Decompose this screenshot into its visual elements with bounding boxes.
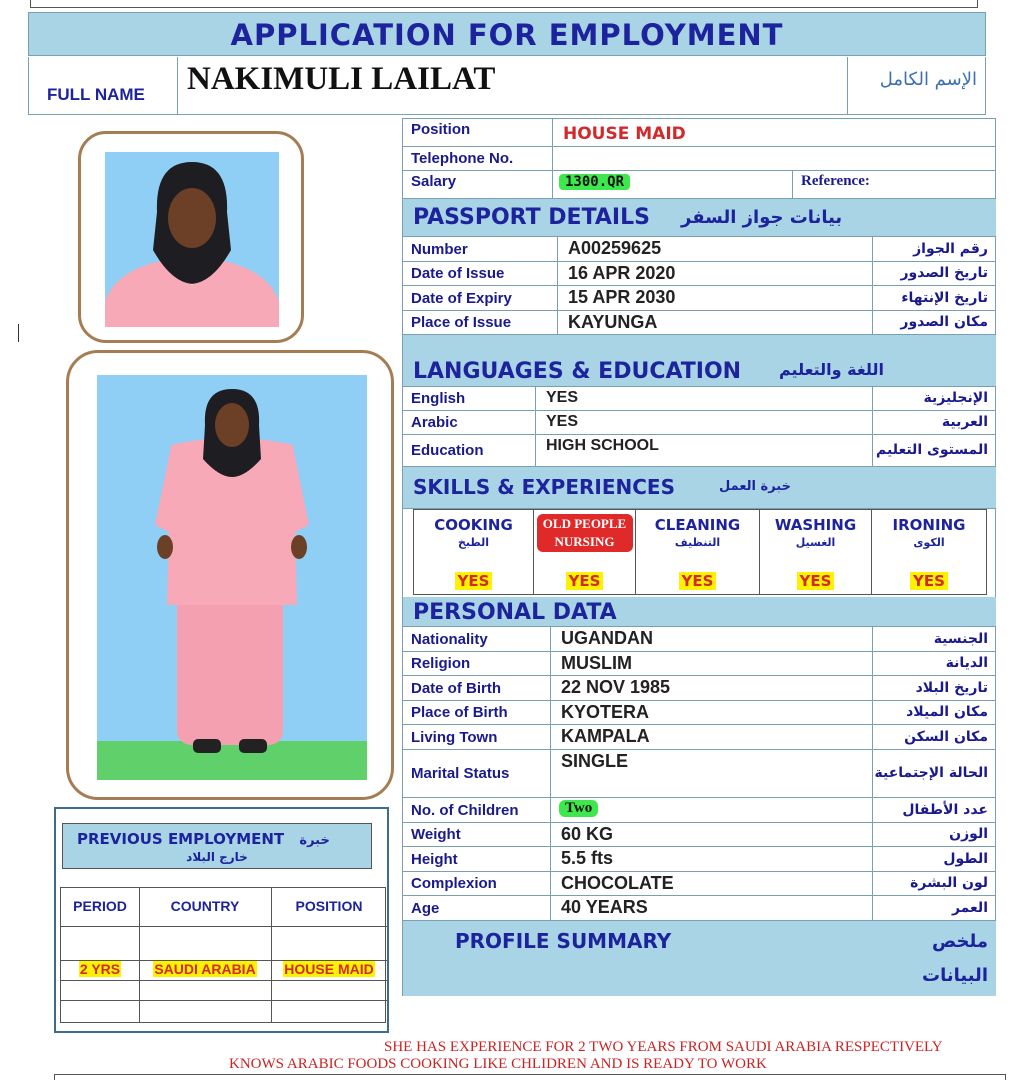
personal-label-ar: الجنسية (933, 630, 988, 647)
skill-cell (534, 510, 636, 594)
personal-label-ar: مكان السكن (904, 728, 988, 745)
skill-name-ar: الكوى (913, 536, 945, 549)
personal-label: Marital Status (411, 765, 510, 782)
page-title: APPLICATION FOR EMPLOYMENT (230, 18, 784, 52)
languages-row (403, 387, 996, 411)
bottom-border (54, 1074, 1006, 1080)
personal-value: 5.5 fts (561, 848, 614, 868)
passport-heading-ar: بيانات جواز السفر (681, 207, 843, 228)
portrait-headshot-image (105, 152, 279, 327)
employment-country: SAUDI ARABIA (154, 961, 256, 977)
profile-heading: PROFILE SUMMARY (455, 929, 672, 953)
full-name-label-ar: الإسم الكامل (879, 69, 977, 90)
skill-name: CLEANING (654, 516, 741, 534)
skills-heading: SKILLS & EXPERIENCES (413, 475, 675, 499)
skill-cell (872, 510, 986, 594)
position-label: Position (411, 121, 471, 138)
personal-heading: PERSONAL DATA (413, 600, 617, 625)
passport-value: 15 APR 2030 (568, 287, 676, 307)
personal-label-ar: الحالة الإجتماعية (874, 765, 988, 782)
reference-label: Reference: (801, 173, 870, 189)
position-value: HOUSE MAID (563, 124, 686, 144)
personal-row (403, 627, 996, 652)
profile-heading-ar-2: البيانات (922, 965, 988, 986)
passport-label: Date of Expiry (411, 289, 512, 307)
personal-row (403, 823, 996, 847)
employment-cell (61, 961, 139, 979)
skill-name: IRONING (892, 516, 966, 534)
passport-label-ar: مكان الصدور (900, 314, 988, 331)
personal-label-ar: العمر (951, 899, 988, 916)
personal-label-ar: تاريخ البلاد (915, 679, 988, 696)
personal-row (403, 725, 996, 750)
profile-summary-bar (403, 921, 996, 996)
languages-label-ar: الإنجليزية (923, 390, 988, 407)
passport-heading-bar (403, 199, 996, 237)
salary-value: 1300.QR (559, 174, 630, 190)
employment-column-header: POSITION (295, 898, 363, 914)
passport-photo-frame (78, 131, 304, 343)
employment-cell (139, 961, 271, 979)
personal-value: 60 KG (561, 824, 614, 844)
full-name-label: FULL NAME (47, 85, 145, 104)
passport-row (403, 237, 996, 262)
employment-column-header: COUNTRY (170, 898, 240, 914)
passport-value: KAYUNGA (568, 312, 658, 332)
skill-name: WASHING (774, 516, 857, 534)
personal-value: KYOTERA (561, 702, 650, 722)
personal-label-ar: عدد الأطفال (902, 801, 988, 818)
employment-position: HOUSE MAID (284, 961, 374, 977)
personal-row (403, 701, 996, 725)
languages-value: YES (546, 413, 579, 430)
personal-row (403, 896, 996, 921)
languages-row (403, 435, 996, 467)
personal-value: Two (559, 800, 598, 817)
personal-row (403, 872, 996, 896)
personal-value: CHOCOLATE (561, 873, 674, 893)
skill-cell (414, 510, 534, 594)
skills-heading-bar (403, 467, 996, 509)
passport-label: Number (411, 240, 468, 258)
passport-label-ar: تاريخ الصدور (900, 265, 988, 282)
full-name-row (28, 57, 986, 115)
skill-name-ar: الغسيل (795, 536, 836, 549)
personal-label: Nationality (411, 630, 488, 648)
skill-cell (636, 510, 760, 594)
passport-label: Place of Issue (411, 314, 512, 331)
personal-label: No. of Children (411, 801, 519, 819)
skill-cell (760, 510, 872, 594)
languages-value: HIGH SCHOOL (546, 437, 659, 454)
personal-value: MUSLIM (561, 653, 632, 673)
passport-label: Date of Issue (411, 265, 505, 282)
previous-employment-box (54, 807, 389, 1033)
passport-value: A00259625 (568, 238, 662, 258)
skills-heading-ar: خبرة العمل (719, 479, 791, 494)
personal-heading-bar (403, 597, 996, 627)
skill-name-ar: التنظيف (674, 536, 721, 549)
skill-value: YES (910, 572, 948, 590)
previous-employment-heading-bar (62, 823, 372, 869)
passport-label-ar: تاريخ الإنتهاء (901, 289, 988, 306)
previous-employment-title-ar-1: خبرة (299, 833, 330, 848)
full-body-photo-frame (66, 350, 394, 800)
full-body-photo (97, 375, 367, 780)
languages-heading: LANGUAGES & EDUCATION (413, 359, 742, 384)
skill-value: YES (455, 572, 493, 590)
languages-row (403, 411, 996, 435)
full-name-value: NAKIMULI LAILAT (187, 61, 496, 97)
passport-row (403, 286, 996, 311)
salary-label: Salary (411, 173, 457, 190)
personal-label: Complexion (411, 875, 497, 892)
personal-label: Date of Birth (411, 679, 501, 697)
personal-row (403, 676, 996, 701)
personal-label-ar: مكان الميلاد (906, 704, 988, 721)
telephone-value (553, 147, 996, 150)
text-cursor (18, 324, 19, 342)
full-body-image (97, 375, 367, 780)
skill-name-ar: الطبخ (457, 536, 490, 549)
languages-value: YES (546, 389, 579, 406)
summary-line-2: KNOWS ARABIC FOODS COOKING LIKE CHLIDREN AND IS READY TO WORK (229, 1056, 767, 1072)
skill-value: YES (566, 572, 604, 590)
personal-row (403, 652, 996, 676)
personal-row (403, 750, 996, 798)
passport-photo (105, 152, 279, 327)
personal-label: Height (411, 850, 458, 868)
passport-row (403, 262, 996, 286)
languages-label-ar: المستوى التعليم (876, 442, 988, 459)
languages-label: English (411, 390, 466, 407)
employment-column-header: PERIOD (73, 898, 127, 914)
previous-employment-heading (77, 830, 330, 848)
passport-row (403, 311, 996, 335)
profile-heading-ar-1: ملخص (931, 931, 988, 952)
title-bar (28, 12, 986, 56)
personal-row (403, 847, 996, 872)
personal-label-ar: الوزن (949, 826, 988, 843)
skill-name: COOKING (434, 516, 513, 534)
personal-label: Weight (411, 826, 461, 843)
passport-label-ar: رقم الجواز (913, 240, 988, 257)
personal-value: 40 YEARS (561, 897, 648, 917)
previous-employment-title-ar-2: خارج البلاد (186, 850, 248, 864)
personal-label-ar: لون البشرة (910, 875, 988, 892)
personal-value: UGANDAN (561, 628, 653, 648)
personal-label: Age (411, 899, 440, 917)
languages-label: Education (411, 442, 484, 459)
languages-heading-bar (403, 335, 996, 387)
personal-value: KAMPALA (561, 726, 650, 746)
personal-value: 22 NOV 1985 (561, 677, 671, 697)
details-table (402, 118, 996, 996)
previous-employment-title: PREVIOUS EMPLOYMENT (77, 830, 285, 848)
languages-label-ar: العربية (941, 414, 988, 431)
employment-period: 2 YRS (79, 961, 121, 977)
skills-grid (413, 509, 987, 595)
personal-label-ar: الديانة (945, 655, 988, 672)
languages-label: Arabic (411, 414, 458, 431)
telephone-label: Telephone No. (411, 150, 514, 167)
personal-label-ar: الطول (943, 850, 988, 867)
personal-label: Religion (411, 655, 471, 672)
skill-name: OLD PEOPLE NURSING (537, 514, 633, 552)
passport-value: 16 APR 2020 (568, 263, 676, 283)
top-border (30, 0, 978, 8)
languages-heading-ar: اللغة والتعليم (779, 360, 884, 379)
employment-cell (271, 961, 387, 979)
skill-value: YES (797, 572, 835, 590)
passport-heading: PASSPORT DETAILS (413, 205, 650, 230)
summary-line-1: SHE HAS EXPERIENCE FOR 2 TWO YEARS FROM SAUDI ARABIA RESPECTIVELY (384, 1039, 943, 1055)
skill-value: YES (679, 572, 717, 590)
personal-row (403, 798, 996, 823)
personal-value: SINGLE (561, 751, 629, 771)
personal-label: Living Town (411, 728, 498, 746)
personal-label: Place of Birth (411, 704, 508, 721)
previous-employment-table (60, 887, 386, 1023)
